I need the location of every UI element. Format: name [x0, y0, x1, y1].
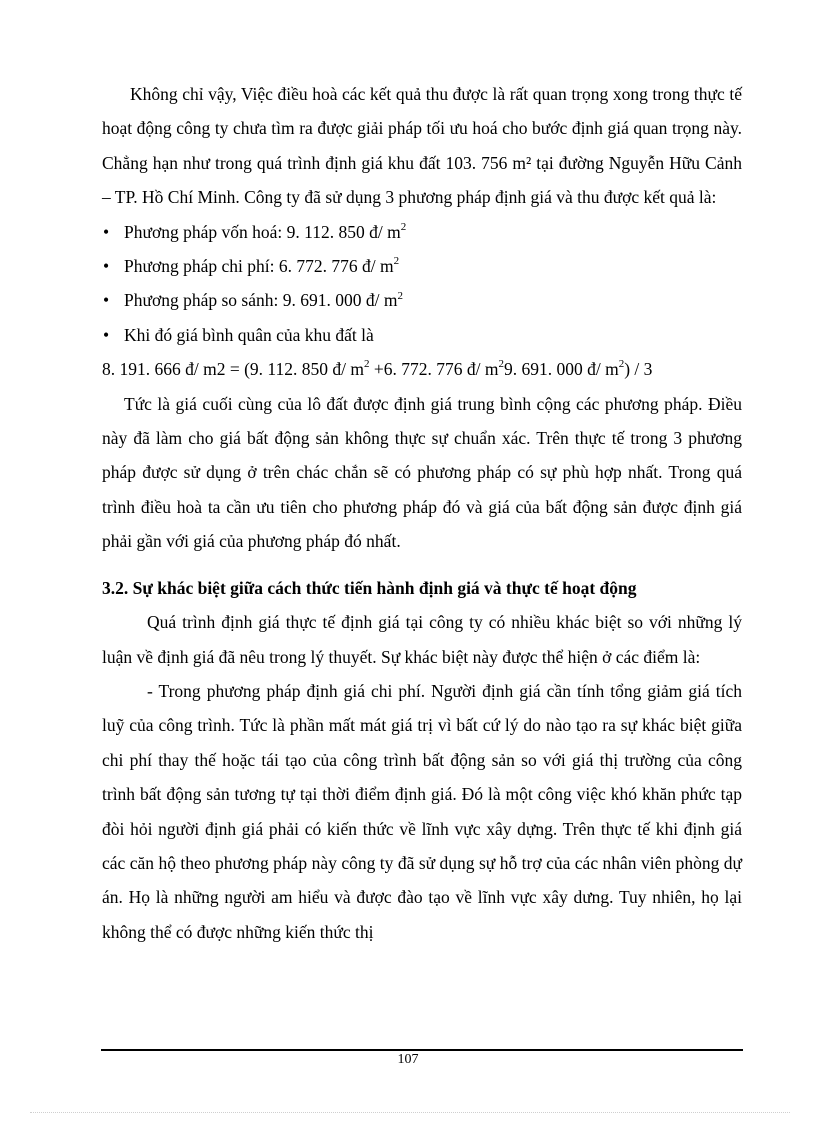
superscript: 2: [397, 289, 403, 302]
bullet-item-capitalization: [102, 215, 742, 249]
superscript: 2: [364, 358, 370, 371]
average-price-formula: [102, 352, 742, 386]
paragraph-differences: Quá trình định giá thực tế định giá tại công ty có nhiều khác biệt so với những lý luận về định giá đã nêu trong lý thuyết. Sự khác biệt này được thể hiện ở các điểm là:: [102, 612, 742, 667]
document-body: [102, 77, 742, 949]
formula-part-b: +6. 772. 776 đ/ m: [369, 359, 499, 380]
bullet-item-average: [102, 318, 742, 352]
superscript: 2: [400, 220, 407, 233]
superscript: 2: [393, 255, 400, 268]
bullet-item-comparison: [102, 283, 742, 317]
superscript: 2: [618, 358, 625, 371]
bullet-text: Phương pháp vốn hoá: 9. 112. 850 đ/ m: [124, 221, 401, 242]
bullet-text: Phương pháp so sánh: 9. 691. 000 đ/ m: [124, 290, 398, 311]
footer-divider: [101, 1049, 743, 1051]
superscript: 2: [498, 358, 504, 371]
paragraph-conclusion: Tức là giá cuối cùng của lô đất được định giá trung bình cộng các phương pháp. Điều này đã làm cho giá bất động sản không thực sự chuẩn xác. Trên thực tế trong 3 phương pháp được sử dụng ở trên chác chắn sẽ có phương pháp có sự phù hợp nhất. Trong quá trình điều hoà ta cần ưu tiên cho phương pháp đó và giá của bất động sản được định giá phải gần với giá của phương pháp đó nhất.: [102, 393, 742, 552]
formula-part-c: 9. 691. 000 đ/ m: [503, 359, 619, 380]
page-bottom-edge: [30, 1112, 790, 1113]
bullet-text: Phương pháp chi phí: 6. 772. 776 đ/ m: [124, 256, 394, 277]
paragraph-cost-method: - Trong phương pháp định giá chi phí. Người định giá cần tính tổng giảm giá tích luỹ của công trình. Tức là phần mất mát giá trị vì bất cứ lý do nào tạo ra sự khác biệt giữa chi phí thay thế hoặc tái tạo của công trình bất động sản so với giá thị trường của công trình bất động sản tương tự tại thời điểm định giá. Đó là một công việc khó khăn phức tạp đòi hỏi người định giá phải có kiến thức về lĩnh vực xây dựng. Trên thực tế khi định giá các căn hộ theo phương pháp này công ty đã sử dụng sự hỗ trợ của các nhân viên phòng dự án. Họ là những người am hiểu và được đào tạo về lĩnh vực xây dưng. Tuy nhiên, họ lại không thể có được những kiến thức thị: [102, 680, 742, 942]
page-number: 107: [397, 1052, 419, 1067]
paragraph-intro: Không chỉ vậy, Việc điều hoà các kết quả thu được là rất quan trọng xong trong thực tế hoạt động công ty chưa tìm ra được giải pháp tối ưu hoá cho bước định giá quan trọng này. Chẳng hạn như trong quá trình định giá khu đất 103. 756 m² tại đường Nguyễn Hữu Cảnh – TP. Hồ Chí Minh. Công ty đã sử dụng 3 phương pháp định giá và thu được kết quả là:: [102, 84, 742, 208]
bullet-text: Khi đó giá bình quân của khu đất là: [124, 324, 374, 345]
formula-part-d: ) / 3: [624, 359, 653, 380]
section-heading: 3.2. Sự khác biệt giữa cách thức tiến hành định giá và thực tế hoạt động: [102, 577, 637, 598]
formula-part-a: 8. 191. 666 đ/ m2 = (9. 112. 850 đ/ m: [102, 359, 364, 380]
bullet-item-cost: [102, 249, 742, 283]
